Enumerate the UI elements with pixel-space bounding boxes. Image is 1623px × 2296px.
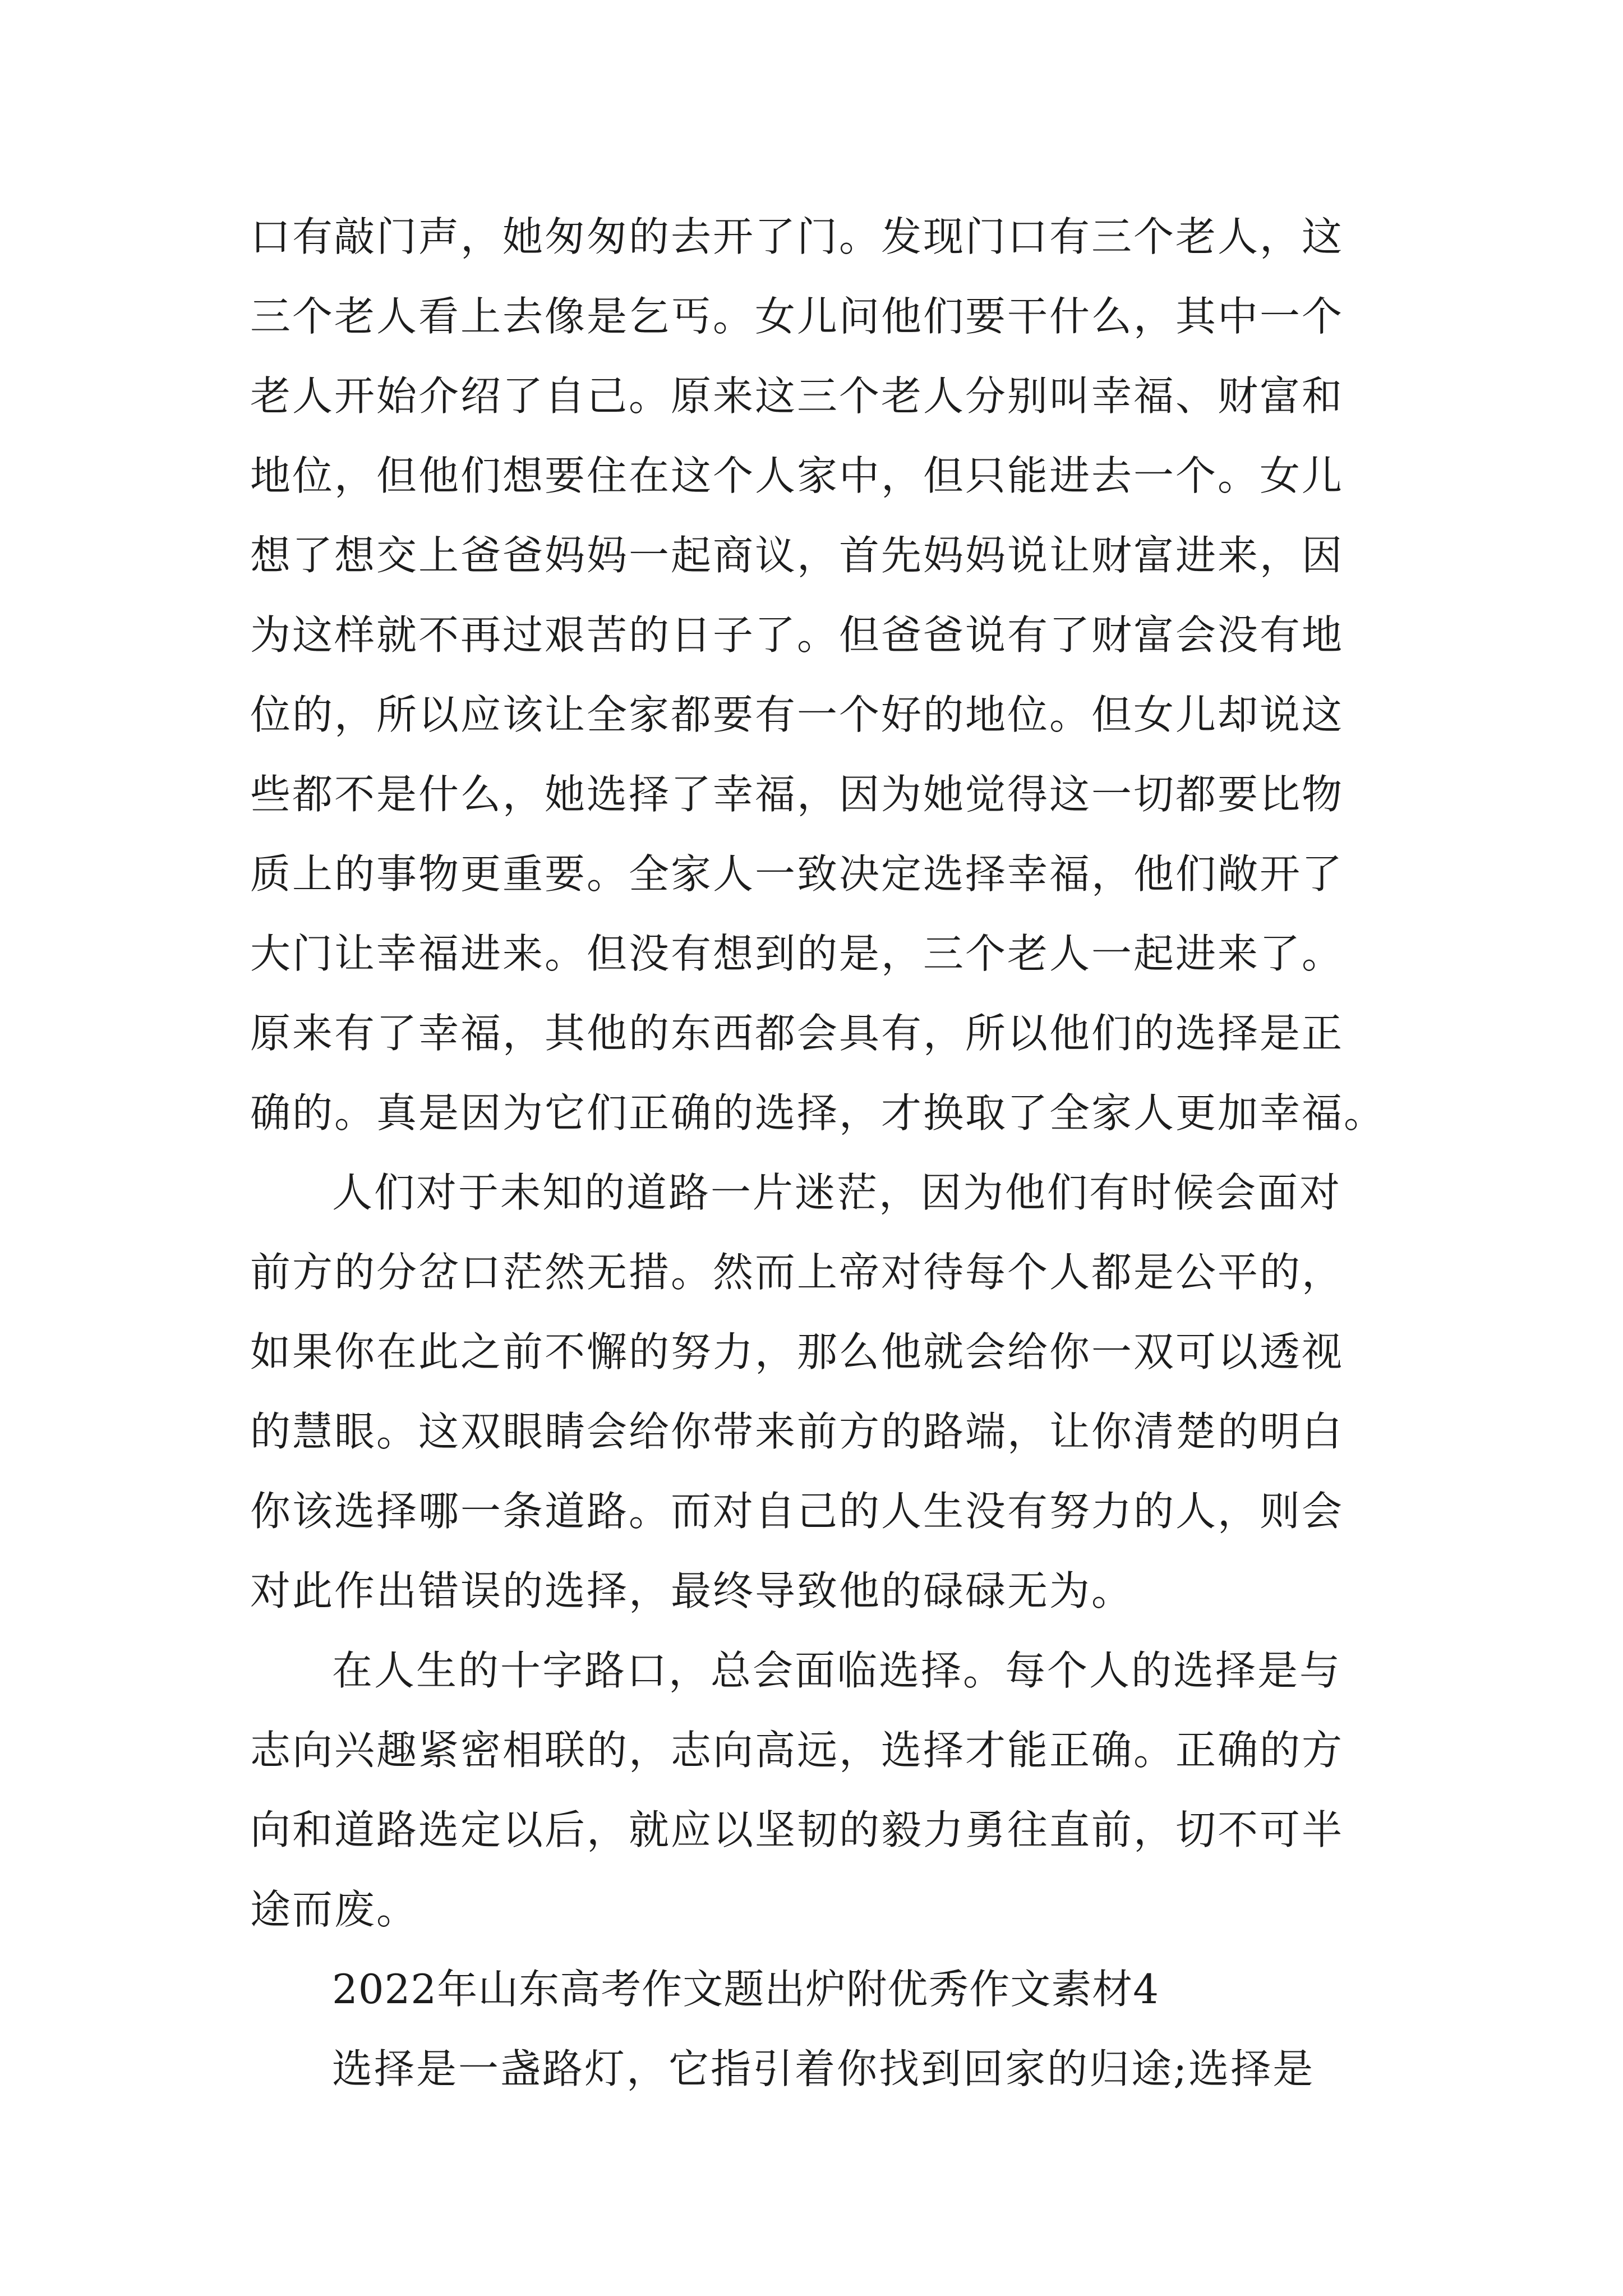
paragraph-line: 想了想交上爸爸妈妈一起商议，首先妈妈说让财富进来，因 [250,532,1344,579]
paragraph-line: 些都不是什么，她选择了幸福，因为她觉得这一切都要比物 [250,771,1344,818]
paragraph-line: 在人生的十字路口，总会面临选择。每个人的选择是与 [332,1647,1342,1694]
paragraph-line: 地位，但他们想要住在这个人家中，但只能进去一个。女儿 [250,452,1344,499]
paragraph-line: 位的，所以应该让全家都要有一个好的地位。但女儿却说这 [250,691,1344,738]
paragraph-line: 途而废。 [250,1886,419,1933]
paragraph-line: 向和道路选定以后，就应以坚韧的毅力勇往直前，切不可半 [250,1806,1344,1853]
paragraph-line: 志向兴趣紧密相联的，志向高远，选择才能正确。正确的方 [250,1727,1344,1774]
paragraph-line: 原来有了幸福，其他的东西都会具有，所以他们的选择是正 [250,1010,1344,1057]
paragraph-line: 大门让幸福进来。但没有想到的是，三个老人一起进来了。 [250,930,1344,977]
paragraph-line: 为这样就不再过艰苦的日子了。但爸爸说有了财富会没有地 [250,611,1344,659]
paragraph-line: 口有敲门声，她匆匆的去开了门。发现门口有三个老人，这 [250,213,1344,260]
paragraph-line: 质上的事物更重要。全家人一致决定选择幸福，他们敞开了 [250,850,1344,898]
paragraph-line: 如果你在此之前不懈的努力，那么他就会给你一双可以透视 [250,1328,1344,1375]
paragraph-line: 确的。真是因为它们正确的选择，才换取了全家人更加幸福。 [250,1089,1386,1137]
paragraph-line: 老人开始介绍了自己。原来这三个老人分别叫幸福、财富和 [250,372,1344,420]
section-heading: 2022年山东高考作文题出炉附优秀作文素材4 [332,1966,1160,2013]
paragraph-line: 你该选择哪一条道路。而对自己的人生没有努力的人，则会 [250,1488,1344,1535]
paragraph-line: 三个老人看上去像是乞丐。女儿问他们要干什么，其中一个 [250,293,1344,340]
paragraph-line: 对此作出错误的选择，最终导致他的碌碌无为。 [250,1567,1134,1614]
paragraph-line: 人们对于未知的道路一片迷茫，因为他们有时候会面对 [332,1169,1342,1216]
paragraph-line: 前方的分岔口茫然无措。然而上帝对待每个人都是公平的， [250,1249,1344,1296]
paragraph-line: 选择是一盏路灯，它指引着你找到回家的归途;选择是 [332,2045,1315,2092]
paragraph-line: 的慧眼。这双眼睛会给你带来前方的路端，让你清楚的明白 [250,1408,1344,1455]
